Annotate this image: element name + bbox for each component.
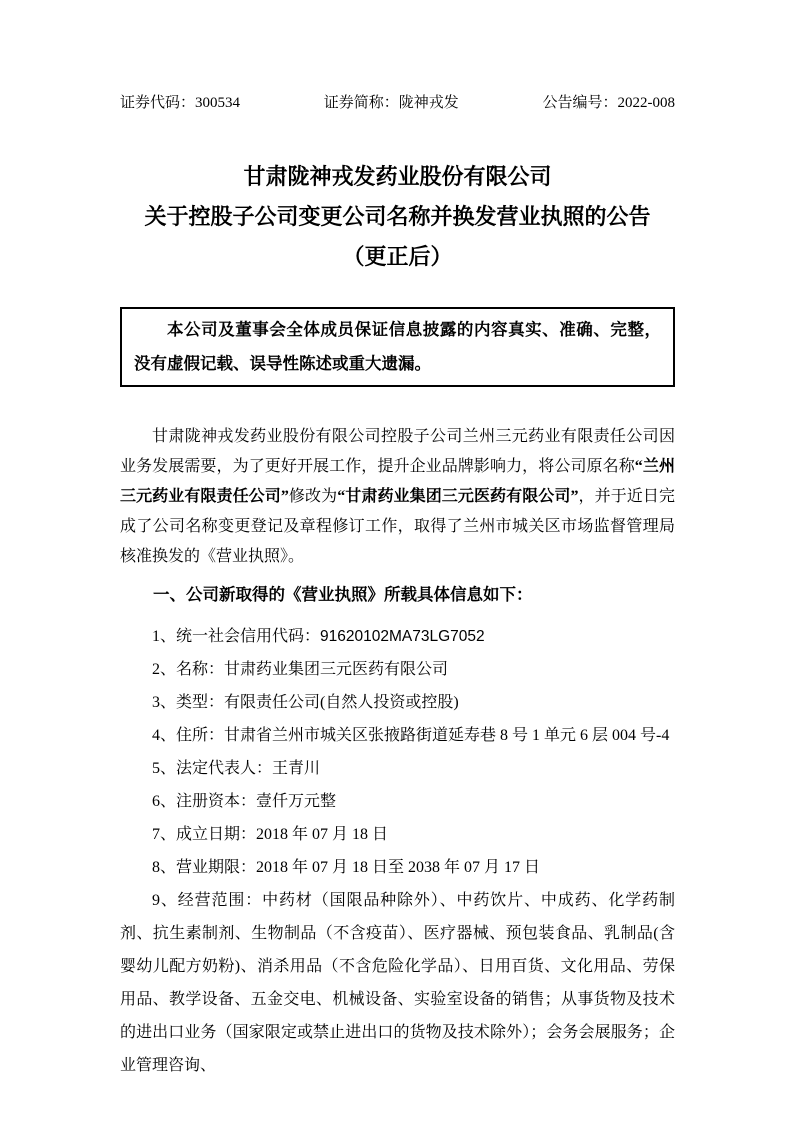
announcement-number-label: 公告编号：2022-008 — [542, 95, 675, 111]
new-company-name: “甘肃药业集团三元医药有限公司” — [337, 488, 579, 505]
document-header — [120, 93, 675, 113]
license-item-legal-representative: 5、法定代表人：王青川 — [152, 760, 321, 777]
section-1-heading: 一、公司新取得的《营业执照》所载具体信息如下： — [153, 585, 533, 604]
title-line-correction: （更正后） — [342, 244, 453, 269]
license-item-name: 2、名称：甘肃药业集团三元医药有限公司 — [152, 661, 449, 678]
old-company-name: “兰州三元药业有限责任公司” — [120, 458, 675, 505]
license-item-type: 3、类型：有限责任公司(自然人投资或控股) — [152, 694, 459, 711]
title-line-subject: 关于控股子公司变更公司名称并换发营业执照的公告 — [144, 204, 651, 229]
disclosure-statement-text: 本公司及董事会全体成员保证信息披露的内容真实、准确、完整，没有虚假记载、误导性陈述或重大遗漏。 — [134, 320, 661, 373]
document-title — [120, 157, 675, 277]
title-line-company: 甘肃陇神戎发药业股份有限公司 — [243, 164, 552, 189]
intro-text-3: ，并于近日完成了公司名称变更登记及章程修订工作，取得了兰州市城关区市场监督管理局核准换发的《营业执照》。 — [120, 488, 675, 565]
intro-text-2: 修改为 — [288, 488, 338, 505]
license-item-business-term: 8、营业期限：2018 年 07 月 18 日至 2038 年 07 月 17 日 — [152, 859, 541, 876]
license-item-address: 4、住所：甘肃省兰州市城关区张掖路街道延寿巷 8 号 1 单元 6 层 004 号-4 — [152, 727, 670, 744]
stock-code-label: 证券代码：300534 — [120, 95, 241, 111]
intro-paragraph — [120, 422, 675, 572]
credit-code-label: 1、统一社会信用代码： — [152, 628, 321, 645]
intro-text-1: 甘肃陇神戎发药业股份有限公司控股子公司兰州三元药业有限责任公司因业务发展需要，为了更好开展工作，提升企业品牌影响力，将公司原名称 — [120, 428, 675, 475]
license-info-list — [120, 620, 675, 1082]
stock-name-label: 证券简称：陇神戎发 — [323, 95, 459, 111]
license-item-registered-capital: 6、注册资本：壹仟万元整 — [152, 793, 337, 810]
credit-code-value: 91620102MA73LG7052 — [320, 628, 485, 645]
license-item-business-scope: 9、经营范围：中药材（国限品种除外）、中药饮片、中成药、化学药制剂、抗生素制剂、生物制品（不含疫苗）、医疗器械、预包装食品、乳制品(含婴幼儿配方奶粉)、消杀用品（不含危险化学品）、日用百货、文化用品、劳保用品、教学设备、五金交电、机械设备、实验室设备的销售；从事货物及技术的进出口业务（国家限定或禁止进出口的货物及技术除外）；会务会展服务；企业管理咨询、 — [120, 892, 675, 1074]
license-item-establishment-date: 7、成立日期：2018 年 07 月 18 日 — [152, 826, 389, 843]
license-item-credit-code — [120, 620, 675, 653]
disclosure-statement-box — [120, 307, 675, 387]
